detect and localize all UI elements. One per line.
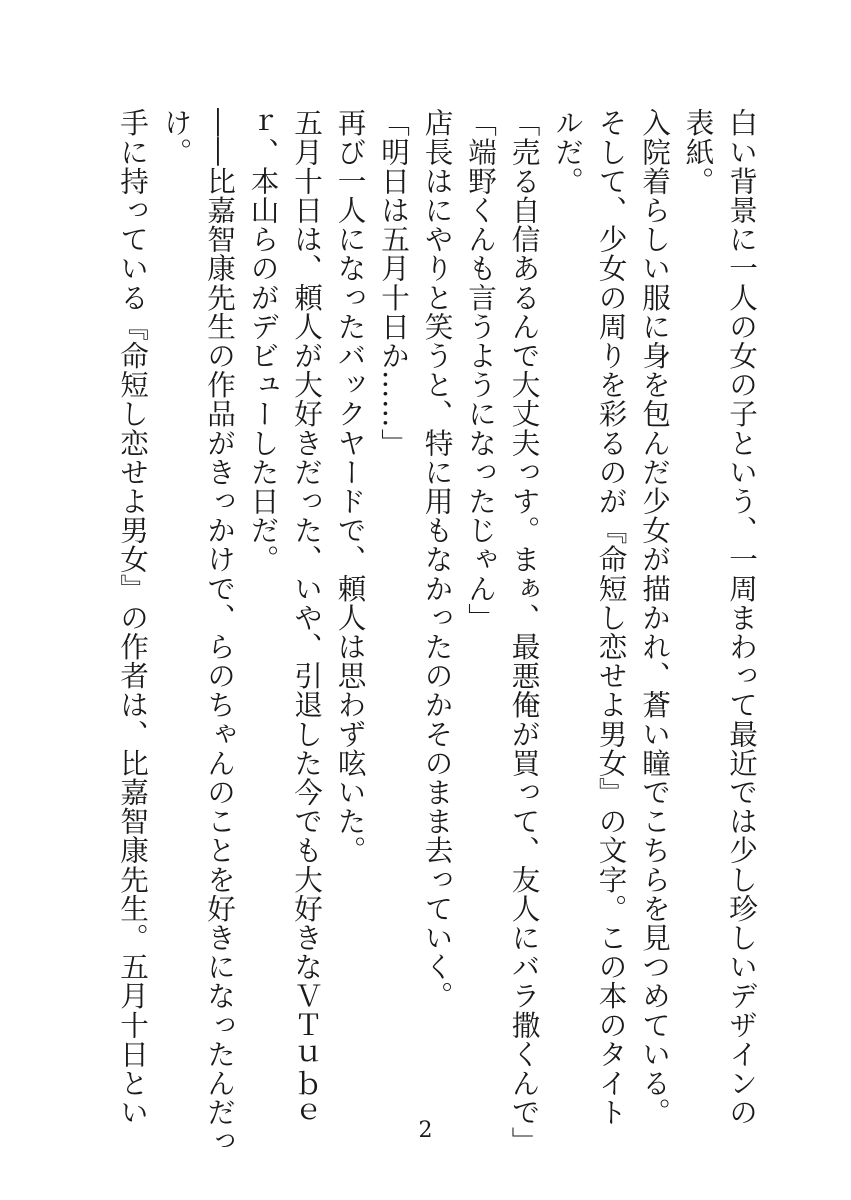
text-line: そして、少女の周りを彩るのが『命短し恋せよ男女』の文字。この本のタイト — [594, 108, 629, 1127]
text-line: ルだ。 — [551, 108, 585, 196]
text-line: 「端野くんも言うようになったじゃん」 — [464, 108, 498, 632]
text-line: 表紙。 — [681, 108, 716, 196]
text-line: 店長はにやりと笑うと、特に用もなかったのかそのまま去っていく。 — [420, 108, 455, 1011]
text-line: 「売る自信あるんで大丈夫っす。まぁ、最悪俺が買って、友人にバラ撒くんで」 — [507, 108, 542, 1156]
text-line: 再び一人になったバックヤードで、頼人は思わず呟いた。 — [333, 108, 368, 865]
text-line: 白い背景に一人の女の子という、一周まわって最近では少し珍しいデザインの — [725, 108, 759, 1127]
page-number: 2 — [418, 1118, 433, 1143]
text-line: け。 — [159, 108, 194, 167]
text-line: ――比嘉智康先生の作品がきっかけで、らのちゃんのことを好きになったんだっ — [203, 108, 237, 1156]
text-line: 手に持っている『命短し恋せよ男女』の作者は、比嘉智康先生。五月十日とい — [116, 108, 150, 1127]
text-line: ｒ、本山らのがデビューした日だ。 — [246, 108, 281, 574]
text-line: 「明日は五月十日か……」 — [377, 108, 411, 458]
body-text — [111, 108, 764, 1156]
text-line: 入院着らしい服に身を包んだ少女が描かれ、蒼い瞳でこちらを見つめている。 — [638, 108, 672, 1127]
text-line: 五月十日は、頼人が大好きだった、いや、引退した今でも大好きなＶＴｕｂｅ — [290, 108, 324, 1127]
